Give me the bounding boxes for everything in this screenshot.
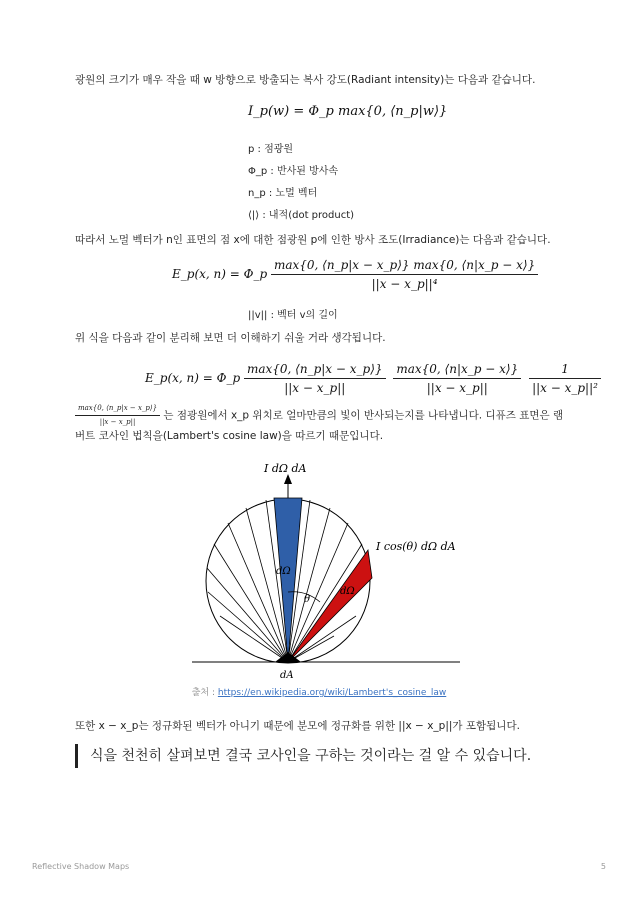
paragraph-radiant-intensity: 광원의 크기가 매우 작을 때 w 방향으로 방출되는 복사 강도(Radiant intensity)는 다음과 같습니다. <box>75 74 536 86</box>
equation-irradiance-numerator: max{0, ⟨n_p|x − x_p⟩} max{0, ⟨n|x_p − x⟩} <box>271 258 538 275</box>
legend-point-light: p : 점광원 <box>248 144 294 155</box>
fraction-receive-numerator: max{0, ⟨n|x_p − x⟩} <box>393 362 521 379</box>
inline-fraction-numerator: max{0, ⟨n_p|x − x_p⟩} <box>75 404 160 416</box>
legend-flux: Φ_p : 반사된 방사속 <box>248 166 339 177</box>
caption-prefix: 출처 : <box>191 688 218 698</box>
legend-normal: n_p : 노멀 벡터 <box>248 188 318 199</box>
label-cos-intensity: I cos(θ) dΩ dA <box>376 540 456 553</box>
source-link[interactable]: https://en.wikipedia.org/wiki/Lambert's_cosine_law <box>217 688 447 698</box>
inline-fraction <box>75 404 160 427</box>
fraction-reflect-denominator: ||x − x_p|| <box>284 381 346 395</box>
fraction-receive <box>393 362 521 395</box>
page-number: 5 <box>600 862 606 871</box>
footer-title: Reflective Shadow Maps <box>32 862 130 871</box>
fraction-falloff-numerator: 1 <box>529 362 601 379</box>
legend-dot-product: ⟨|⟩ : 내적(dot product) <box>248 210 355 221</box>
label-domega-blue: dΩ <box>276 566 291 577</box>
legend-vector-length: ||v|| : 벡터 v의 길이 <box>248 310 338 321</box>
equation-irradiance-fraction <box>271 258 538 291</box>
figure-caption <box>0 685 638 698</box>
equation-irradiance-denominator: ||x − x_p||⁴ <box>371 277 438 291</box>
equation-separated <box>145 362 601 395</box>
equation-radiant-intensity: I_p(w) = Φ_p max{0, ⟨n_p|w⟩} <box>248 104 448 119</box>
fraction-receive-denominator: ||x − x_p|| <box>426 381 488 395</box>
paragraph-lambert <box>75 404 565 445</box>
fraction-falloff-denominator: ||x − x_p||² <box>532 381 598 395</box>
equation-irradiance <box>172 258 538 291</box>
normal-wedge <box>274 498 302 662</box>
fraction-reflect-numerator: max{0, ⟨n_p|x − x_p⟩} <box>244 362 386 379</box>
inline-fraction-denominator: ||x − x_p|| <box>99 418 136 426</box>
equation-irradiance-lhs: E_p(x, n) = Φ_p <box>172 267 268 281</box>
paragraph-normalization: 또한 x − x_p는 정규화된 벡터가 아니기 때문에 분모에 정규화를 위한 ||x − x_p||가 포함됩니다. <box>75 720 520 732</box>
paragraph-irradiance: 따라서 노멀 벡터가 n인 표면의 점 x에 대한 점광원 p에 인한 방사 조도(Irradiance)는 다음과 같습니다. <box>75 234 551 246</box>
arrowhead-icon <box>284 474 292 484</box>
label-theta: θ <box>304 594 311 605</box>
label-dA: dA <box>280 670 294 681</box>
equation-separated-lhs: E_p(x, n) = Φ_p <box>145 371 241 385</box>
fraction-falloff <box>529 362 601 395</box>
lambert-cosine-diagram <box>180 460 470 685</box>
paragraph-lambert-text: 는 점광원에서 x_p 위치로 얼마만큼의 빛이 반사되는지를 나타냅니다. 디퓨즈 표면은 램버트 코사인 법칙을(Lambert's cosine law)을 따르기 때문입니다. <box>75 409 564 442</box>
fraction-reflect <box>244 362 386 395</box>
paragraph-separate: 위 식을 다음과 같이 분리해 보면 더 이해하기 쉬울 거라 생각됩니다. <box>75 332 386 344</box>
label-domega-red: dΩ <box>340 586 355 597</box>
blockquote: 식을 천천히 살펴보면 결국 코사인을 구하는 것이라는 걸 알 수 있습니다. <box>75 744 531 768</box>
label-top-intensity: I dΩ dA <box>264 462 307 475</box>
